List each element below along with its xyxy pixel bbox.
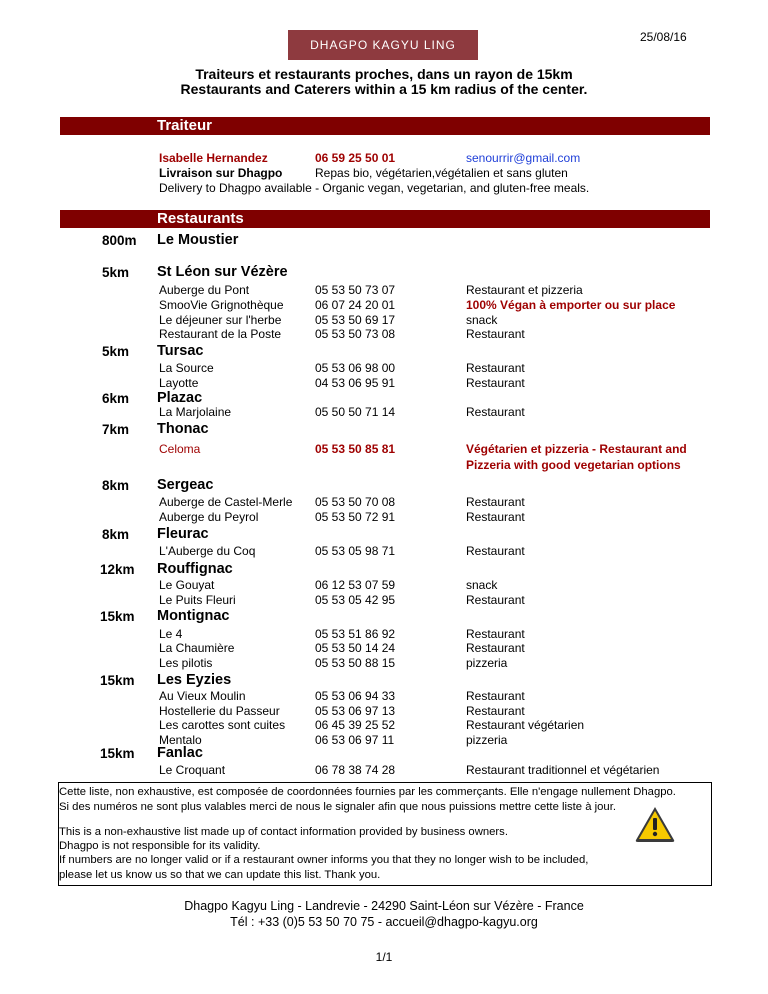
restaurant-phone: 05 53 06 97 13 xyxy=(315,704,396,718)
restaurant-phone: 05 50 50 71 14 xyxy=(315,405,396,419)
restaurant-type: snack xyxy=(466,313,498,327)
restaurant-type: Restaurant xyxy=(466,327,525,341)
restaurant-name: Restaurant de la Poste xyxy=(159,327,282,341)
restaurant-name: Auberge du Peyrol xyxy=(159,510,259,524)
restaurant-phone: 06 07 24 20 01 xyxy=(315,298,396,312)
restaurant-type: Restaurant xyxy=(466,704,525,718)
town-heading: Le Moustier xyxy=(157,232,239,248)
distance-label: 15km xyxy=(100,746,135,761)
town-heading: Tursac xyxy=(157,343,204,359)
distance-label: 15km xyxy=(100,609,135,624)
restaurant-phone: 05 53 05 42 95 xyxy=(315,593,396,607)
restaurant-name: Le 4 xyxy=(159,627,183,641)
caterer-email-link[interactable]: senourrir@gmail.com xyxy=(466,151,581,165)
restaurant-name: Layotte xyxy=(159,376,199,390)
distance-label: 8km xyxy=(102,527,130,542)
town-heading: Thonac xyxy=(157,421,209,437)
restaurant-name: Auberge du Pont xyxy=(159,283,250,297)
restaurant-phone: 05 53 50 88 15 xyxy=(315,656,396,670)
restaurant-phone: 05 53 50 85 81 xyxy=(315,442,396,456)
disclaimer-en-line: If numbers are no longer valid or if a restaurant owner informs you that they no longer wish to be included, xyxy=(59,854,589,866)
restaurant-type: Restaurant végétarien xyxy=(466,718,585,732)
restaurant-phone: 05 53 51 86 92 xyxy=(315,627,396,641)
restaurant-name: Celoma xyxy=(159,442,201,456)
restaurant-type: Restaurant et pizzeria xyxy=(466,283,583,297)
restaurant-name: Auberge de Castel-Merle xyxy=(159,495,293,509)
restaurant-phone: 05 53 50 73 08 xyxy=(315,327,396,341)
page-title-fr: Traiteurs et restaurants proches, dans un rayon de 15km xyxy=(195,66,573,82)
restaurant-name: Le Puits Fleuri xyxy=(159,593,236,607)
page-number: 1/1 xyxy=(375,950,393,964)
restaurant-name: Les pilotis xyxy=(159,656,213,670)
restaurant-type: Restaurant xyxy=(466,510,525,524)
restaurant-phone: 06 78 38 74 28 xyxy=(315,763,396,777)
distance-label: 800m xyxy=(102,233,137,248)
restaurant-phone: 06 53 06 97 11 xyxy=(315,733,395,747)
restaurant-type: Restaurant xyxy=(466,544,525,558)
caterer-meal-info: Repas bio, végétarien,végétalien et sans gluten xyxy=(315,166,568,180)
restaurant-type: Restaurant xyxy=(466,593,525,607)
restaurant-phone: 05 53 50 14 24 xyxy=(315,641,396,655)
town-heading: Plazac xyxy=(157,390,203,406)
caterer-phone[interactable]: 06 59 25 50 01 xyxy=(315,151,396,165)
restaurant-phone: 05 53 50 70 08 xyxy=(315,495,396,509)
restaurant-name: La Source xyxy=(159,361,214,375)
town-heading: Les Eyzies xyxy=(157,672,232,688)
restaurant-phone: 04 53 06 95 91 xyxy=(315,376,396,390)
town-heading: Sergeac xyxy=(157,477,214,493)
warning-icon xyxy=(634,805,676,843)
distance-label: 5km xyxy=(102,344,130,359)
distance-label: 15km xyxy=(100,673,135,688)
restaurant-type-continued: Pizzeria with good vegetarian options xyxy=(466,458,681,472)
distance-label: 8km xyxy=(102,478,130,493)
restaurant-phone: 05 53 05 98 71 xyxy=(315,544,396,558)
section-header-restaurants: Restaurants xyxy=(60,210,710,228)
restaurant-phone: 06 45 39 25 52 xyxy=(315,718,396,732)
restaurant-phone: 05 53 50 73 07 xyxy=(315,283,396,297)
restaurant-type: Restaurant xyxy=(466,376,525,390)
restaurant-name: Au Vieux Moulin xyxy=(159,689,246,703)
disclaimer-en-line: Dhagpo is not responsible for its validity. xyxy=(59,840,261,852)
restaurant-type: Végétarien et pizzeria - Restaurant and xyxy=(466,442,687,456)
disclaimer-en-line: please let us know us so that we can update this list. Thank you. xyxy=(59,869,381,881)
restaurant-type: Restaurant xyxy=(466,689,525,703)
town-heading: Fanlac xyxy=(157,745,203,761)
restaurant-type: pizzeria xyxy=(466,733,508,747)
restaurant-type: Restaurant xyxy=(466,627,525,641)
disclaimer-fr-line: Cette liste, non exhaustive, est composée de coordonnées fournies par les commerçants. Elle n'engage nullement Dhagpo. xyxy=(59,786,676,798)
page-title-en: Restaurants and Caterers within a 15 km radius of the center. xyxy=(180,81,588,97)
restaurant-name: L'Auberge du Coq xyxy=(159,544,256,558)
restaurant-name: La Chaumière xyxy=(159,641,235,655)
restaurant-name: Mentalo xyxy=(159,733,202,747)
distance-label: 7km xyxy=(102,422,130,437)
restaurant-type: Restaurant xyxy=(466,641,525,655)
restaurant-phone: 05 53 50 72 91 xyxy=(315,510,396,524)
restaurant-type: Restaurant traditionnel et végétarien xyxy=(466,763,660,777)
caterer-delivery-label: Livraison sur Dhagpo xyxy=(159,166,283,180)
restaurant-type: snack xyxy=(466,578,498,592)
restaurant-type: 100% Végan à emporter ou sur place xyxy=(466,298,676,312)
restaurant-name: Hostellerie du Passeur xyxy=(159,704,280,718)
town-heading: Rouffignac xyxy=(157,561,233,577)
restaurant-name: Le déjeuner sur l'herbe xyxy=(159,313,282,327)
restaurant-name: Le Gouyat xyxy=(159,578,215,592)
distance-label: 6km xyxy=(102,391,130,406)
restaurant-name: Les carottes sont cuites xyxy=(159,718,286,732)
document-date: 25/08/16 xyxy=(640,30,687,44)
restaurant-phone: 06 12 53 07 59 xyxy=(315,578,396,592)
disclaimer-box xyxy=(58,782,712,886)
caterer-delivery-en: Delivery to Dhagpo available - Organic vegan, vegetarian, and gluten-free meals. xyxy=(159,181,590,195)
restaurant-type: Restaurant xyxy=(466,405,525,419)
disclaimer-fr-line: Si des numéros ne sont plus valables merci de nous le signaler afin que nous puissions mettre cette liste à jour. xyxy=(59,801,616,813)
caterer-name: Isabelle Hernandez xyxy=(159,151,268,165)
restaurant-type: Restaurant xyxy=(466,361,525,375)
restaurant-name: La Marjolaine xyxy=(159,405,232,419)
restaurant-phone: 05 53 50 69 17 xyxy=(315,313,396,327)
footer-contact: Tél : +33 (0)5 53 50 70 75 - accueil@dhagpo-kagyu.org xyxy=(230,915,538,929)
section-header-traiteur: Traiteur xyxy=(60,117,710,135)
restaurant-type: Restaurant xyxy=(466,495,525,509)
logo: DHAGPO KAGYU LING xyxy=(288,30,478,60)
restaurant-type: pizzeria xyxy=(466,656,508,670)
restaurant-phone: 05 53 06 94 33 xyxy=(315,689,396,703)
footer-address: Dhagpo Kagyu Ling - Landrevie - 24290 Saint-Léon sur Vézère - France xyxy=(184,899,584,913)
disclaimer-en-line: This is a non-exhaustive list made up of contact information provided by business owners. xyxy=(59,826,508,838)
restaurant-name: Le Croquant xyxy=(159,763,226,777)
town-heading: St Léon sur Vézère xyxy=(157,264,288,280)
town-heading: Montignac xyxy=(157,608,230,624)
distance-label: 5km xyxy=(102,265,130,280)
distance-label: 12km xyxy=(100,562,135,577)
restaurant-phone: 05 53 06 98 00 xyxy=(315,361,396,375)
town-heading: Fleurac xyxy=(157,526,209,542)
restaurant-name: SmooVie Grignothèque xyxy=(159,298,284,312)
